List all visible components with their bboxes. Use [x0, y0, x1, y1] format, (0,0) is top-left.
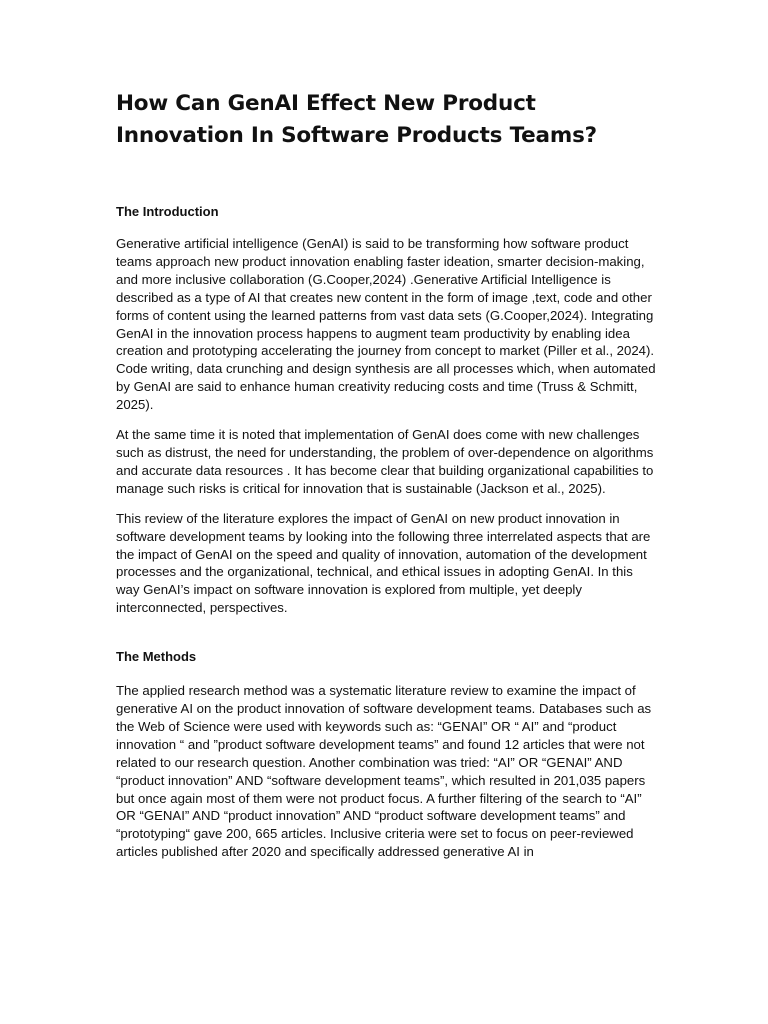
document-page — [116, 88, 656, 861]
introduction-section — [116, 203, 656, 617]
introduction-paragraph-2: At the same time it is noted that implementation of GenAI does come with new challenges such as distrust, the need for understanding, the problem of over-dependence on algorithms and accurate data resources . It has become clear that building organizational capabilities to manage such risks is critical for innovation that is sustainable (Jackson et al., 2025). — [116, 427, 654, 496]
introduction-paragraph-1: Generative artificial intelligence (GenAI) is said to be transforming how software product teams approach new product innovation enabling faster ideation, smarter decision-making, and more inclusive collaboration (G.Cooper,2024) .Generative Artificial Intelligence is described as a type of AI that creates new content in the form of image ,text, code and other forms of content using the learned patterns from vast data sets (G.Cooper,2024). Integrating GenAI in the innovation process happens to augment team productivity by enabling idea creation and prototyping accelerating the journey from concept to market (Piller et al., 2024). Code writing, data crunching and design synthesis are all processes which, when automated by GenAI are said to enhance human creativity reducing costs and time (Truss & Schmitt, 2025). — [116, 236, 656, 413]
methods-heading: The Methods — [116, 649, 197, 665]
methods-paragraph-1: The applied research method was a systematic literature review to examine the impact of generative AI on the product innovation of software development teams. Databases such as the Web of Science were used with keywords such as: “GENAI” OR “ AI” and “product innovation “ and ”product software development teams” and found 12 articles that were not related to our research question. Another combination was tried: “AI” OR “GENAI” AND “product innovation” AND “software development teams”, which resulted in 201,035 papers but once again most of them were not product focus. A further filtering of the search to “AI” OR “GENAI” AND “product innovation” AND “product software development teams” and “prototyping“ gave 200, 665 articles. Inclusive criteria were set to focus on peer-reviewed articles published after 2020 and specifically addressed generative AI in — [116, 683, 652, 860]
introduction-paragraph-3: This review of the literature explores the impact of GenAI on new product innovation in software development teams by looking into the following three interrelated aspects that are the impact of GenAI on the speed and quality of innovation, automation of the development processes and the organizational, technical, and ethical issues in adopting GenAI. In this way GenAI’s impact on software innovation is explored from multiple, yet deeply interconnected, perspectives. — [116, 510, 651, 616]
document-title: How Can GenAI Effect New Product Innovation In Software Products Teams? — [116, 91, 597, 148]
introduction-heading: The Introduction — [116, 204, 219, 219]
methods-section — [116, 648, 656, 861]
